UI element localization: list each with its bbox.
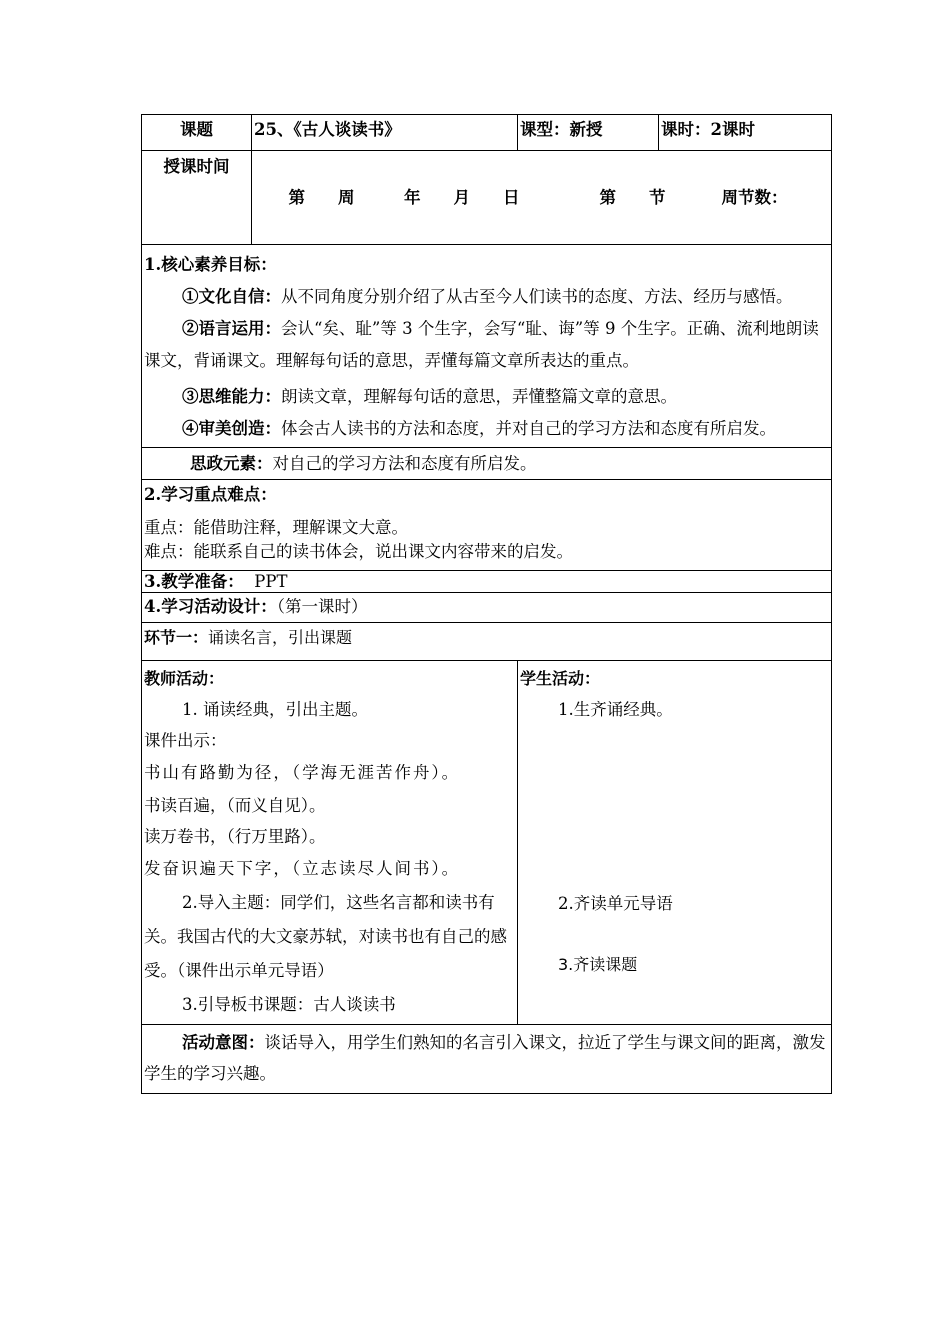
teacher-line: 2.导入主题：同学们，这些名言都和读书有关。我国古代的大文豪苏轼，对读书也有自己的感受。（课件出示单元导语）: [144, 893, 507, 980]
goal-item: [144, 313, 829, 377]
design-text: （第一课时）: [276, 597, 368, 616]
topic-label: 课题: [142, 115, 252, 151]
week-count: 周节数：: [721, 188, 788, 207]
goal-text: 朗读文章，理解每句话的意思，弄懂整篇文章的意思。: [281, 387, 677, 406]
time-row: [252, 151, 832, 245]
goals-cell: [142, 245, 832, 448]
student-title: 学生活动：: [520, 669, 601, 688]
time-label: 授课时间: [142, 151, 252, 245]
goal-label: ④审美创造：: [182, 419, 281, 438]
goal-item: [144, 281, 829, 313]
prep-label: 3.教学准备：: [144, 572, 244, 591]
goal-item: [144, 381, 829, 413]
student-line: 3.齐读课题: [558, 955, 638, 974]
key-point: 重点：能借助注释，理解课文大意。: [144, 518, 408, 537]
section-value: 第 节: [599, 188, 666, 207]
goal-label: ②语言运用：: [182, 319, 281, 338]
lesson-plan-table: [141, 114, 832, 1094]
ideology-label: 思政元素：: [190, 454, 273, 473]
design-cell: [142, 593, 832, 623]
goal-label: ③思维能力：: [182, 387, 281, 406]
goal-text: 从不同角度分别介绍了从古至今人们读书的态度、方法、经历与感悟。: [281, 287, 793, 306]
goals-title: 1.核心素养目标：: [144, 255, 277, 274]
goal-item: [144, 413, 829, 445]
time-value: 第 周 年 月 日: [288, 188, 520, 207]
teacher-line: 发奋识遍天下字，（立志读尽人间书）。: [144, 859, 461, 878]
lesson-type: 课型：新授: [518, 115, 659, 151]
intent-text: 谈话导入，用学生们熟知的名言引入课文，拉近了学生与课文间的距离，激发学生的学习兴趣。: [144, 1033, 826, 1083]
lesson-hours: 课时：2课时: [659, 115, 832, 151]
student-line: 2.齐读单元导语: [558, 894, 673, 913]
teacher-line: 1. 诵读经典，引出主题。: [182, 700, 368, 719]
ideology-cell: [142, 448, 832, 480]
goal-label: ①文化自信：: [182, 287, 281, 306]
key-points-cell: [142, 480, 832, 571]
student-line: 1.生齐诵经典。: [558, 700, 673, 719]
step1-label: 环节一：: [144, 628, 209, 647]
intent-cell: [142, 1025, 832, 1094]
student-activity-cell: [518, 661, 832, 1025]
teacher-activity-cell: [142, 661, 518, 1025]
teacher-line: 书山有路勤为径，（学海无涯苦作舟）。: [144, 763, 461, 782]
difficult-point: 难点：能联系自己的读书体会，说出课文内容带来的启发。: [144, 542, 573, 561]
intent-label: 活动意图：: [182, 1033, 265, 1052]
prep-text: PPT: [254, 572, 288, 591]
goal-text: 会认“矣、耻”等 3 个生字，会写“耻、诲”等 9 个生字。正确、流利地朗读课文，背诵课文。理解每句话的意思，弄懂每篇文章所表达的重点。: [144, 319, 819, 370]
step1-text: 诵读名言，引出课题: [208, 628, 353, 647]
prep-cell: [142, 571, 832, 593]
ideology-text: 对自己的学习方法和态度有所启发。: [272, 454, 537, 473]
step1-cell: [142, 623, 832, 661]
topic-value: 25、《古人谈读书》: [252, 115, 518, 151]
teacher-line: 3.引导板书课题：古人谈读书: [182, 995, 396, 1014]
teacher-line: 读万卷书，（行万里路）。: [144, 827, 326, 846]
teacher-line: 书读百遍，（而义自见）。: [144, 796, 326, 815]
goal-text: 体会古人读书的方法和态度，并对自己的学习方法和态度有所启发。: [281, 419, 776, 438]
design-label: 4.学习活动设计：: [144, 597, 277, 616]
key-points-title: 2.学习重点难点：: [144, 485, 277, 504]
teacher-title: 教师活动：: [144, 669, 225, 688]
teacher-line: 课件出示：: [144, 731, 227, 750]
